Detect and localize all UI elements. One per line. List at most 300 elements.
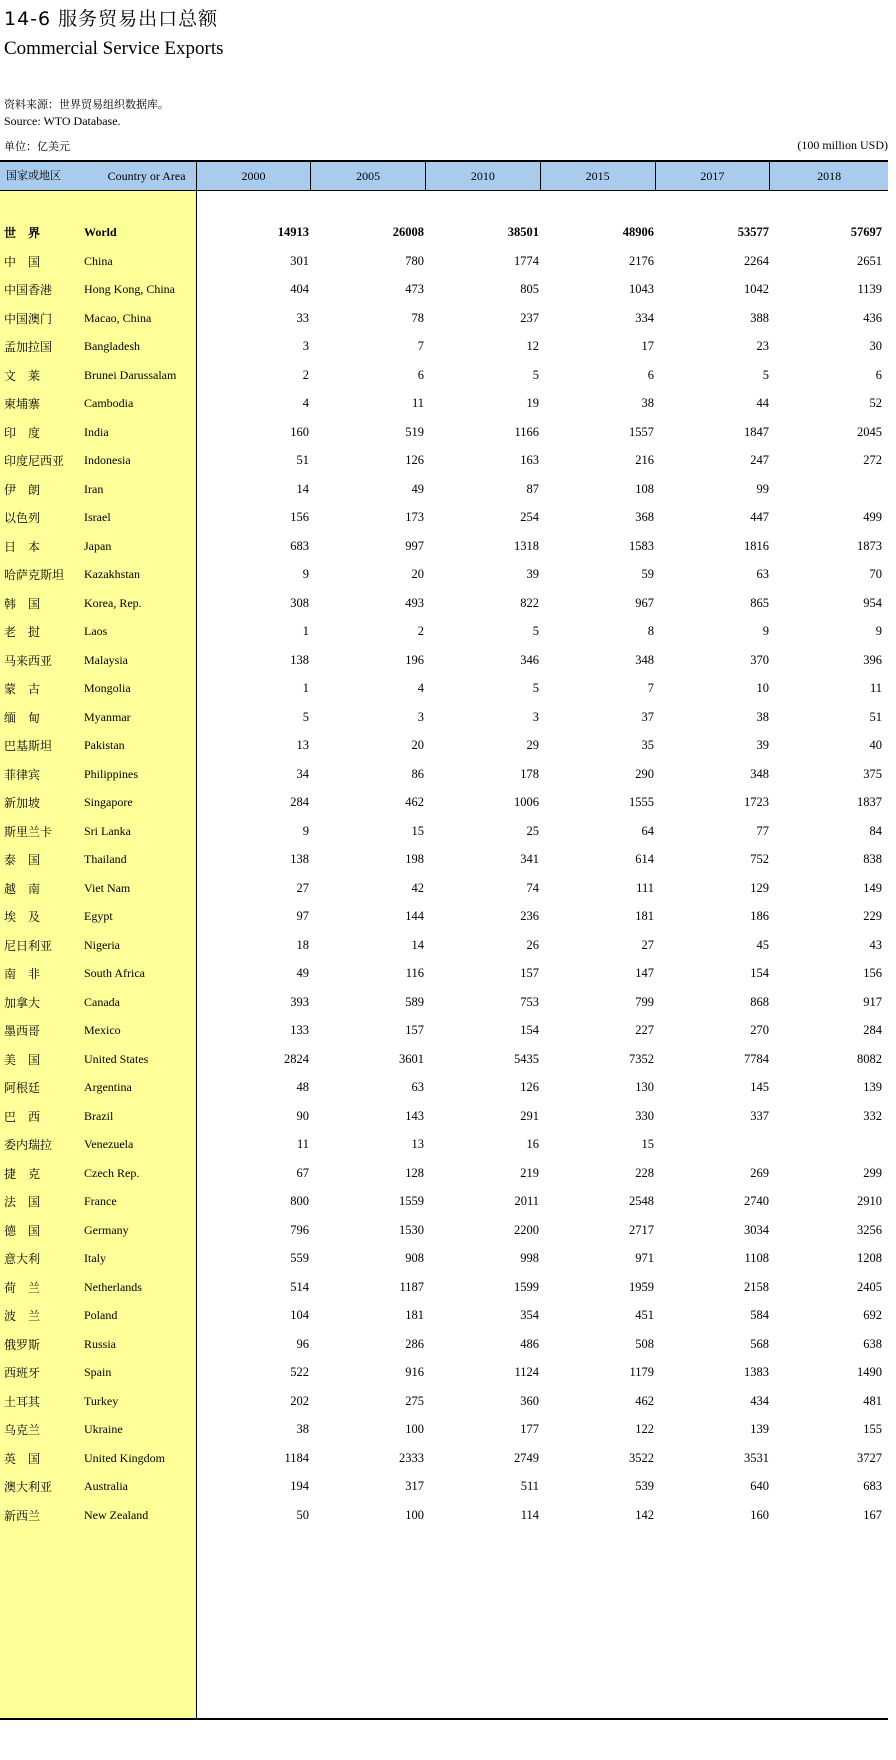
table-row xyxy=(0,1136,888,1168)
value-cell: 160 xyxy=(750,1507,769,1522)
country-name-chinese: 老 挝 xyxy=(4,625,41,639)
value-cell: 451 xyxy=(635,1308,654,1322)
value-cell: 519 xyxy=(405,424,424,439)
country-name-english: Ukraine xyxy=(84,1422,123,1436)
value-cell: 173 xyxy=(405,510,424,524)
table-row xyxy=(0,566,888,598)
value-cell: 499 xyxy=(863,510,882,524)
table-row xyxy=(0,1051,888,1083)
table-row xyxy=(0,395,888,427)
value-cell: 1179 xyxy=(629,1365,654,1379)
value-cell: 15 xyxy=(411,823,424,838)
value-cell: 178 xyxy=(520,766,539,781)
value-cell: 194 xyxy=(290,1479,309,1493)
value-cell: 1124 xyxy=(514,1365,539,1379)
value-cell: 692 xyxy=(863,1308,882,1322)
value-cell: 1530 xyxy=(399,1222,424,1237)
value-cell: 436 xyxy=(863,310,882,325)
country-name-chinese: 中 国 xyxy=(4,254,41,269)
value-cell: 59 xyxy=(641,567,654,581)
value-cell: 337 xyxy=(750,1108,769,1123)
country-name-chinese: 荷 兰 xyxy=(4,1280,41,1295)
value-cell: 43 xyxy=(869,937,882,952)
table-row xyxy=(0,680,888,712)
country-name-english: Venezuela xyxy=(84,1137,134,1151)
table-row xyxy=(0,367,888,399)
value-cell: 13 xyxy=(411,1137,424,1151)
country-name-chinese: 马来西亚 xyxy=(4,653,53,668)
value-cell: 18 xyxy=(296,937,309,952)
value-cell: 2200 xyxy=(514,1222,539,1237)
value-cell: 7 xyxy=(647,681,654,695)
country-name-chinese: 菲律宾 xyxy=(4,767,41,782)
country-name-english: Mexico xyxy=(84,1023,121,1037)
table-row xyxy=(0,965,888,997)
country-name-english: Brunei Darussalam xyxy=(84,367,177,382)
country-name-english: Mongolia xyxy=(84,681,131,695)
table-row xyxy=(0,1336,888,1368)
value-cell: 154 xyxy=(520,1023,539,1037)
country-name-chinese: 委内瑞拉 xyxy=(4,1138,53,1152)
value-cell: 45 xyxy=(756,937,769,952)
country-name-chinese: 文 莱 xyxy=(4,368,41,383)
value-cell: 270 xyxy=(750,1023,769,1037)
value-cell: 70 xyxy=(869,567,882,581)
value-cell: 1043 xyxy=(629,282,654,296)
value-cell: 149 xyxy=(863,880,882,895)
value-cell: 354 xyxy=(520,1308,539,1322)
header-country-column xyxy=(0,162,197,190)
table-row xyxy=(0,1022,888,1054)
country-name-english: Spain xyxy=(84,1365,112,1379)
table-row xyxy=(0,1079,888,1111)
table-row xyxy=(0,1222,888,1254)
value-cell: 39 xyxy=(756,738,769,752)
value-cell: 1559 xyxy=(399,1194,424,1208)
country-name-chinese: 埃 及 xyxy=(4,910,41,924)
value-cell: 752 xyxy=(750,852,769,866)
table-row xyxy=(0,908,888,940)
value-cell: 48 xyxy=(296,1080,309,1094)
table-row xyxy=(0,1193,888,1225)
value-cell: 142 xyxy=(635,1507,654,1522)
table-row xyxy=(0,338,888,370)
value-cell: 5435 xyxy=(514,1051,539,1066)
value-cell: 568 xyxy=(750,1336,769,1351)
value-cell: 138 xyxy=(290,652,309,667)
value-cell: 967 xyxy=(635,595,654,610)
country-name-english: New Zealand xyxy=(84,1507,149,1522)
value-cell: 25 xyxy=(526,823,539,838)
country-name-english: Russia xyxy=(84,1336,117,1351)
value-cell: 1837 xyxy=(857,795,882,809)
value-cell: 64 xyxy=(641,823,654,838)
value-cell: 29 xyxy=(526,738,539,752)
value-cell: 493 xyxy=(405,595,424,610)
value-cell: 27 xyxy=(296,880,309,895)
country-name-chinese: 蒙 古 xyxy=(4,682,41,696)
value-cell: 33 xyxy=(296,310,309,325)
value-cell: 954 xyxy=(863,595,882,610)
value-cell: 143 xyxy=(405,1108,424,1123)
value-cell: 330 xyxy=(635,1108,654,1123)
country-name-english: Italy xyxy=(84,1251,106,1265)
value-cell: 3727 xyxy=(857,1450,882,1465)
value-cell: 16 xyxy=(526,1137,539,1151)
value-cell: 2176 xyxy=(629,253,654,268)
country-name-chinese: 以色列 xyxy=(4,511,41,525)
value-cell: 163 xyxy=(520,453,539,467)
value-cell: 7 xyxy=(417,339,424,353)
value-cell: 42 xyxy=(411,880,424,895)
value-cell: 286 xyxy=(405,1336,424,1351)
value-cell: 269 xyxy=(750,1165,769,1180)
table-header xyxy=(0,162,888,191)
value-cell: 5 xyxy=(532,624,539,638)
table-row xyxy=(0,424,888,456)
value-cell: 129 xyxy=(750,880,769,895)
value-cell: 87 xyxy=(526,481,539,496)
value-cell: 971 xyxy=(635,1251,654,1265)
value-cell: 5 xyxy=(302,709,309,724)
source-note-chinese: 资料来源：世界贸易组织数据库。 xyxy=(4,98,169,111)
value-cell: 916 xyxy=(405,1365,424,1379)
value-cell: 514 xyxy=(290,1279,309,1294)
country-name-english: Singapore xyxy=(84,795,133,809)
value-cell: 63 xyxy=(756,567,769,581)
value-cell: 51 xyxy=(869,709,882,724)
value-cell: 11 xyxy=(296,1137,309,1151)
value-cell: 49 xyxy=(411,481,424,496)
value-cell: 799 xyxy=(635,994,654,1009)
table-row xyxy=(0,1250,888,1282)
country-name-chinese: 新加坡 xyxy=(4,796,41,810)
value-cell: 78 xyxy=(411,310,424,325)
value-cell: 2 xyxy=(417,624,424,638)
header-year: 2017 xyxy=(656,162,771,190)
unit-label-english: (100 million USD) xyxy=(797,138,888,152)
value-cell: 473 xyxy=(405,282,424,296)
table-row xyxy=(0,1450,888,1482)
country-name-chinese: 土耳其 xyxy=(4,1394,41,1409)
value-cell: 462 xyxy=(635,1393,654,1408)
value-cell: 917 xyxy=(863,994,882,1009)
country-name-chinese: 波 兰 xyxy=(4,1309,41,1323)
country-name-english: Canada xyxy=(84,994,120,1009)
value-cell: 822 xyxy=(520,595,539,610)
value-cell: 128 xyxy=(405,1165,424,1180)
country-name-english: Netherlands xyxy=(84,1279,142,1294)
value-cell: 1555 xyxy=(629,795,654,809)
value-cell: 198 xyxy=(405,852,424,866)
value-cell: 370 xyxy=(750,652,769,667)
value-cell: 4 xyxy=(302,396,309,410)
country-name-english: Argentina xyxy=(84,1080,132,1094)
value-cell: 77 xyxy=(756,823,769,838)
value-cell: 3 xyxy=(302,339,309,353)
table-row xyxy=(0,851,888,883)
value-cell: 997 xyxy=(405,538,424,553)
value-cell: 1006 xyxy=(514,795,539,809)
value-cell: 838 xyxy=(863,852,882,866)
value-cell: 8082 xyxy=(857,1051,882,1066)
value-cell: 317 xyxy=(405,1479,424,1493)
table-row xyxy=(0,623,888,655)
value-cell: 254 xyxy=(520,510,539,524)
value-cell: 44 xyxy=(756,396,769,410)
value-cell: 1723 xyxy=(744,795,769,809)
table-row xyxy=(0,595,888,627)
table-row xyxy=(0,1507,888,1539)
value-cell: 14913 xyxy=(277,225,309,239)
country-name-chinese: 哈萨克斯坦 xyxy=(4,568,65,582)
value-cell: 375 xyxy=(863,766,882,781)
value-cell: 308 xyxy=(290,595,309,610)
value-cell: 157 xyxy=(520,966,539,980)
value-cell: 434 xyxy=(750,1393,769,1408)
value-cell: 1187 xyxy=(399,1279,424,1294)
value-cell: 145 xyxy=(750,1080,769,1094)
value-cell: 156 xyxy=(290,510,309,524)
country-name-english: China xyxy=(84,253,113,268)
country-name-english: Myanmar xyxy=(84,709,131,724)
value-cell: 1873 xyxy=(857,538,882,553)
value-cell: 74 xyxy=(526,880,539,895)
value-cell: 559 xyxy=(290,1251,309,1265)
header-year: 2018 xyxy=(817,169,842,183)
value-cell: 157 xyxy=(405,1023,424,1037)
table-row xyxy=(0,880,888,912)
value-cell: 247 xyxy=(750,453,769,467)
value-cell: 1847 xyxy=(744,424,769,439)
value-cell: 522 xyxy=(290,1365,309,1379)
country-name-english: India xyxy=(84,424,109,439)
value-cell: 368 xyxy=(635,510,654,524)
value-cell: 2740 xyxy=(744,1194,769,1208)
country-name-chinese: 日 本 xyxy=(4,539,41,554)
value-cell: 683 xyxy=(863,1479,882,1493)
country-name-chinese: 新西兰 xyxy=(4,1508,41,1523)
country-name-chinese: 伊 朗 xyxy=(4,482,41,497)
value-cell: 52 xyxy=(869,396,882,410)
value-cell: 5 xyxy=(762,367,769,382)
country-name-chinese: 澳大利亚 xyxy=(4,1480,53,1494)
value-cell: 332 xyxy=(863,1108,882,1123)
value-cell: 9 xyxy=(302,567,309,581)
value-cell: 2651 xyxy=(857,253,882,268)
value-cell: 126 xyxy=(405,453,424,467)
value-cell: 3601 xyxy=(399,1051,424,1066)
value-cell: 9 xyxy=(875,624,882,638)
table-row xyxy=(0,509,888,541)
value-cell: 30 xyxy=(869,339,882,353)
value-cell: 1184 xyxy=(284,1450,309,1465)
value-cell: 144 xyxy=(405,909,424,923)
value-cell: 638 xyxy=(863,1336,882,1351)
country-name-english: Bangladesh xyxy=(84,339,140,353)
value-cell: 216 xyxy=(635,453,654,467)
value-cell: 67 xyxy=(296,1165,309,1180)
value-cell: 388 xyxy=(750,310,769,325)
country-name-english: Hong Kong, China xyxy=(84,282,175,296)
value-cell: 7784 xyxy=(744,1051,769,1066)
value-cell: 301 xyxy=(290,253,309,268)
country-name-english: Cambodia xyxy=(84,396,134,410)
value-cell: 1108 xyxy=(744,1251,769,1265)
table-row xyxy=(0,481,888,513)
country-name-chinese: 美 国 xyxy=(4,1052,41,1067)
value-cell: 360 xyxy=(520,1393,539,1408)
value-cell: 6 xyxy=(875,367,882,382)
value-cell: 796 xyxy=(290,1222,309,1237)
country-name-english: Australia xyxy=(84,1479,128,1493)
value-cell: 348 xyxy=(750,766,769,781)
value-cell: 1139 xyxy=(857,282,882,296)
value-cell: 1959 xyxy=(629,1279,654,1294)
value-cell: 20 xyxy=(411,567,424,581)
table-row xyxy=(0,766,888,798)
value-cell: 237 xyxy=(520,310,539,325)
value-cell: 2264 xyxy=(744,253,769,268)
value-cell: 683 xyxy=(290,538,309,553)
country-name-english: Germany xyxy=(84,1222,129,1237)
value-cell: 167 xyxy=(863,1507,882,1522)
value-cell: 2910 xyxy=(857,1194,882,1208)
value-cell: 4 xyxy=(417,681,424,695)
value-cell: 219 xyxy=(520,1165,539,1180)
country-name-english: Laos xyxy=(84,624,108,638)
value-cell: 3 xyxy=(532,709,539,724)
value-cell: 346 xyxy=(520,652,539,667)
value-cell: 63 xyxy=(411,1080,424,1094)
country-name-english: Turkey xyxy=(84,1393,119,1408)
value-cell: 1 xyxy=(302,681,309,695)
value-cell: 139 xyxy=(863,1080,882,1094)
value-cell: 160 xyxy=(290,424,309,439)
value-cell: 147 xyxy=(635,966,654,980)
value-cell: 126 xyxy=(520,1080,539,1094)
table-row xyxy=(0,994,888,1026)
value-cell: 865 xyxy=(750,595,769,610)
country-name-english: United States xyxy=(84,1051,149,1066)
value-cell: 1208 xyxy=(857,1251,882,1265)
value-cell: 14 xyxy=(411,937,424,952)
value-cell: 299 xyxy=(863,1165,882,1180)
table-row xyxy=(0,794,888,826)
value-cell: 1774 xyxy=(514,253,539,268)
table-row xyxy=(0,1421,888,1453)
value-cell: 38501 xyxy=(507,225,539,239)
value-cell: 181 xyxy=(405,1308,424,1322)
value-cell: 1490 xyxy=(857,1365,882,1379)
value-cell: 26 xyxy=(526,937,539,952)
country-name-chinese: 中国澳门 xyxy=(4,311,53,326)
value-cell: 800 xyxy=(290,1194,309,1208)
value-cell: 348 xyxy=(635,652,654,667)
value-cell: 3 xyxy=(417,709,424,724)
value-cell: 6 xyxy=(647,367,654,382)
country-name-chinese: 韩 国 xyxy=(4,596,41,611)
value-cell: 38 xyxy=(296,1422,309,1436)
value-cell: 5 xyxy=(532,367,539,382)
table-row xyxy=(0,538,888,570)
value-cell: 156 xyxy=(863,966,882,980)
country-name-chinese: 尼日利亚 xyxy=(4,938,53,953)
country-name-chinese: 德 国 xyxy=(4,1223,41,1238)
value-cell: 1557 xyxy=(629,424,654,439)
country-name-english: Pakistan xyxy=(84,738,125,752)
value-cell: 38 xyxy=(641,396,654,410)
country-name-chinese: 南 非 xyxy=(4,967,41,981)
country-name-chinese: 巴基斯坦 xyxy=(4,739,53,753)
table-row xyxy=(0,281,888,313)
value-cell: 133 xyxy=(290,1023,309,1037)
value-cell: 17 xyxy=(641,339,654,353)
value-cell: 2045 xyxy=(857,424,882,439)
table-row xyxy=(0,652,888,684)
value-cell: 155 xyxy=(863,1422,882,1436)
value-cell: 3256 xyxy=(857,1222,882,1237)
value-cell: 2 xyxy=(302,367,309,382)
page-title-english: Commercial Service Exports xyxy=(4,38,224,59)
table-row xyxy=(0,823,888,855)
country-name-english: Korea, Rep. xyxy=(84,595,142,610)
value-cell: 122 xyxy=(635,1422,654,1436)
country-name-english: Brazil xyxy=(84,1108,114,1123)
value-cell: 589 xyxy=(405,994,424,1009)
value-cell: 20 xyxy=(411,738,424,752)
country-name-english: Malaysia xyxy=(84,652,128,667)
value-cell: 99 xyxy=(756,481,769,496)
value-cell: 584 xyxy=(750,1308,769,1322)
header-year: 2005 xyxy=(311,162,426,190)
value-cell: 100 xyxy=(405,1507,424,1522)
value-cell: 114 xyxy=(520,1507,539,1522)
value-cell: 1166 xyxy=(514,424,539,439)
header-country-chinese: 国家或地区 xyxy=(6,169,61,182)
country-name-chinese: 英 国 xyxy=(4,1451,41,1466)
table-row xyxy=(0,452,888,484)
value-cell: 51 xyxy=(296,453,309,467)
value-cell: 38 xyxy=(756,709,769,724)
table-row xyxy=(0,1364,888,1396)
value-cell: 486 xyxy=(520,1336,539,1351)
value-cell: 40 xyxy=(869,738,882,752)
value-cell: 39 xyxy=(526,567,539,581)
table-row xyxy=(0,1165,888,1197)
value-cell: 780 xyxy=(405,253,424,268)
value-cell: 2158 xyxy=(744,1279,769,1294)
country-name-chinese: 越 南 xyxy=(4,881,41,896)
value-cell: 2824 xyxy=(284,1051,309,1066)
value-cell: 97 xyxy=(296,909,309,923)
value-cell: 177 xyxy=(520,1422,539,1436)
unit-label-chinese: 单位：亿美元 xyxy=(4,140,70,153)
country-name-english: Japan xyxy=(84,538,112,553)
country-name-chinese: 中国香港 xyxy=(4,283,53,297)
value-cell: 15 xyxy=(641,1137,654,1151)
value-cell: 12 xyxy=(526,339,539,353)
table-row xyxy=(0,1478,888,1510)
value-cell: 84 xyxy=(869,823,882,838)
country-name-english: Iran xyxy=(84,481,104,496)
value-cell: 111 xyxy=(636,880,654,895)
country-name-english: Czech Rep. xyxy=(84,1165,140,1180)
value-cell: 100 xyxy=(405,1422,424,1436)
header-year: 2000 xyxy=(197,162,312,190)
country-name-chinese: 俄罗斯 xyxy=(4,1337,41,1352)
value-cell: 481 xyxy=(863,1393,882,1408)
